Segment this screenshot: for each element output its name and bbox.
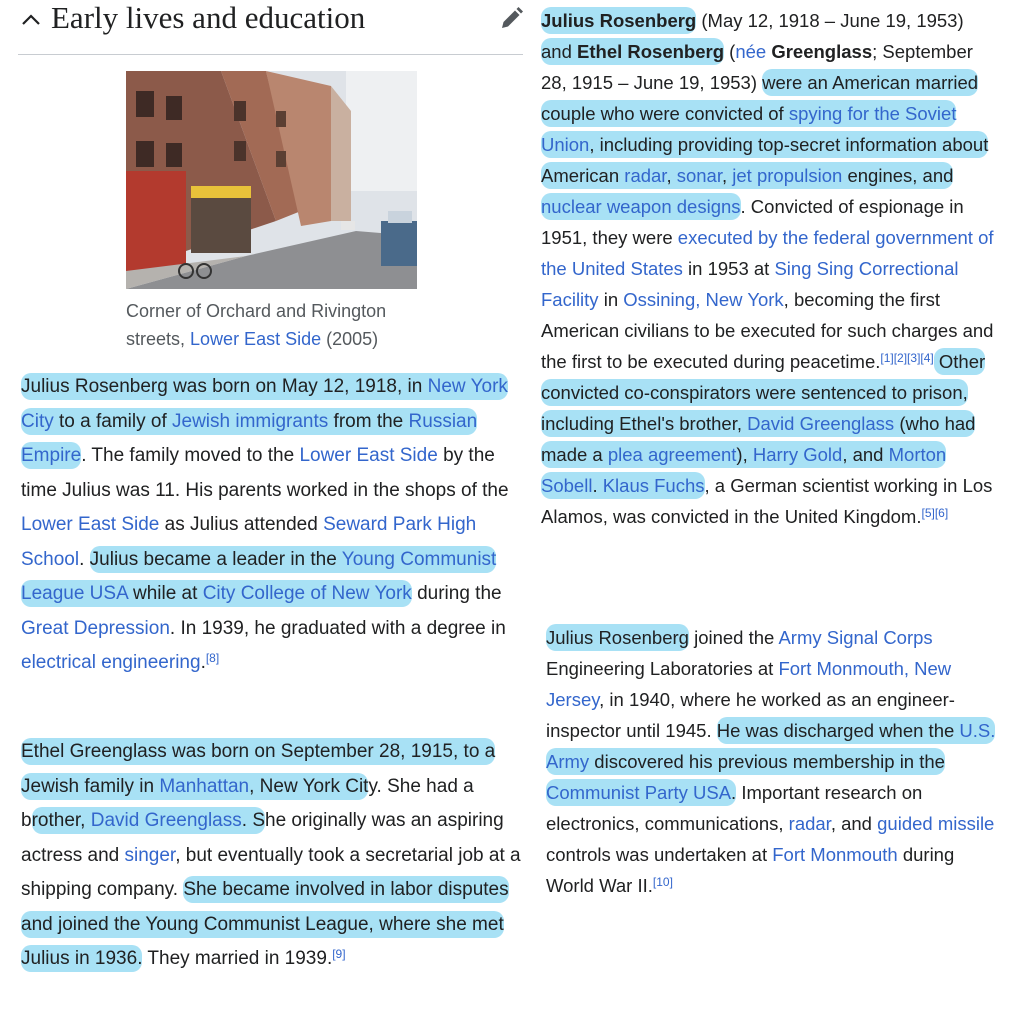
link-spying-for-soviet-union[interactable]: spying for the Soviet Union — [541, 103, 957, 155]
citation-9[interactable]: [9] — [332, 947, 346, 961]
link-lower-east-side-2[interactable]: Lower East Side — [21, 514, 160, 535]
link-us-army[interactable]: U.S. Army — [546, 720, 996, 772]
pencil-icon[interactable] — [498, 6, 524, 32]
link-david-greenglass-2[interactable]: David Greenglass — [747, 413, 895, 434]
link-executed-by-federal-government[interactable]: executed by the federal government of the United States — [541, 227, 994, 279]
section-header — [18, 0, 523, 55]
link-young-communist-league-usa[interactable]: Young Communist League USA — [21, 548, 497, 604]
link-army-signal-corps[interactable]: Army Signal Corps — [778, 627, 933, 648]
citation-10[interactable]: [10] — [652, 875, 673, 889]
citation-8[interactable]: [8] — [205, 651, 220, 665]
ethel-early-life-paragraph: Ethel Greenglass was born on September 28, 1915, to a Jewish family in Manhattan, New York City. She had a brother, David Greenglass. She originally was an aspiring actress and singer, but eventually took a secretarial job at a shipping company. She became involved in labor disputes and joined the Young Communist League, where she met Julius in 1936. They married in 1939.[9] — [21, 735, 523, 977]
link-nee[interactable]: née — [735, 41, 767, 62]
link-electrical-engineering[interactable]: electrical engineering — [21, 652, 201, 673]
link-david-greenglass[interactable]: David Greenglass — [90, 810, 242, 831]
link-seward-park-high-school[interactable]: Seward Park High School — [21, 514, 477, 570]
link-klaus-fuchs[interactable]: Klaus Fuchs — [602, 475, 705, 496]
section-title: Early lives and education — [51, 0, 366, 35]
link-radar-2[interactable]: radar — [788, 813, 831, 834]
link-harry-gold[interactable]: Harry Gold — [752, 444, 843, 465]
link-morton-sobell[interactable]: Morton Sobell — [541, 444, 947, 496]
link-guided-missile[interactable]: guided missile — [877, 813, 995, 834]
citations-5-6[interactable]: [5][6] — [921, 506, 949, 520]
link-communist-party-usa[interactable]: Communist Party USA — [546, 782, 732, 803]
link-fort-monmouth-new-jersey[interactable]: Fort Monmouth, New Jersey — [546, 658, 952, 710]
link-nuclear-weapon-designs[interactable]: nuclear weapon designs — [541, 196, 741, 217]
chevron-up-icon[interactable] — [20, 10, 42, 28]
link-ossining-new-york[interactable]: Ossining, New York — [623, 289, 784, 310]
army-signal-corps-paragraph: Julius Rosenberg joined the Army Signal Corps Engineering Laboratories at Fort Monmouth, New Jersey, in 1940, where he worked as an engineer-inspector until 1945. He was discharged when the U.S. Army discovered his previous membership in the Communist Party USA. Important research on electronics, communications, radar, and guided missile controls was undertaken at Fort Monmouth during World War II.[10] — [546, 622, 998, 901]
link-manhattan[interactable]: Manhattan — [159, 775, 250, 797]
link-sing-sing[interactable]: Sing Sing Correctional Facility — [541, 258, 959, 310]
julius-early-life-paragraph: Julius Rosenberg was born on May 12, 1918, in New York City to a family of Jewish immigrants from the Russian Empire. The family moved to the Lower East Side by the time Julius was 11. His parents worked in the shops of the Lower East Side as Julius attended Seward Park High School. Julius became a leader in the Young Communist League USA while at City College of New York during the Great Depression. In 1939, he graduated with a degree in electrical engineering.[8] — [21, 370, 523, 681]
caption-link-lower-east-side[interactable]: Lower East Side — [190, 329, 322, 349]
link-fort-monmouth[interactable]: Fort Monmouth — [772, 844, 898, 865]
link-city-college-of-new-york[interactable]: City College of New York — [202, 583, 412, 604]
link-radar[interactable]: radar — [624, 165, 667, 186]
link-jet-propulsion[interactable]: jet propulsion — [732, 165, 843, 186]
link-lower-east-side[interactable]: Lower East Side — [299, 445, 438, 466]
link-singer[interactable]: singer — [124, 844, 176, 866]
link-jewish-immigrants[interactable]: Jewish immigrants — [172, 410, 329, 432]
link-new-york-city[interactable]: New York City — [21, 376, 508, 432]
link-sonar[interactable]: sonar — [676, 165, 722, 186]
link-russian-empire[interactable]: Russian Empire — [21, 410, 478, 466]
image-caption: Corner of Orchard and Rivington streets, Lower East Side (2005) — [126, 301, 387, 349]
link-great-depression[interactable]: Great Depression — [21, 617, 170, 639]
citations-1-4[interactable]: [1][2][3][4] — [880, 351, 934, 365]
link-plea-agreement[interactable]: plea agreement — [607, 444, 737, 465]
intro-paragraph: Julius Rosenberg (May 12, 1918 – June 19, 1953) and Ethel Rosenberg (née Greenglass; September 28, 1915 – June 19, 1953) were an American married couple who were convicted of spying for the Soviet Union, including providing top-secret information about American radar, sonar, jet propulsion engines, and nuclear weapon designs. Convicted of espionage in 1951, they were executed by the federal government of the United States in 1953 at Sing Sing Correctional Facility in Ossining, New York, becoming the first American civilians to be executed for such charges and the first to be executed during peacetime.[1][2][3][4] Other convicted co-conspirators were sentenced to prison, including Ethel's brother, David Greenglass (who had made a plea agreement), Harry Gold, and Morton Sobell. Klaus Fuchs, a German scientist working in Los Alamos, was convicted in the United Kingdom.[5][6] — [541, 5, 996, 532]
street-photo[interactable] — [126, 71, 417, 289]
